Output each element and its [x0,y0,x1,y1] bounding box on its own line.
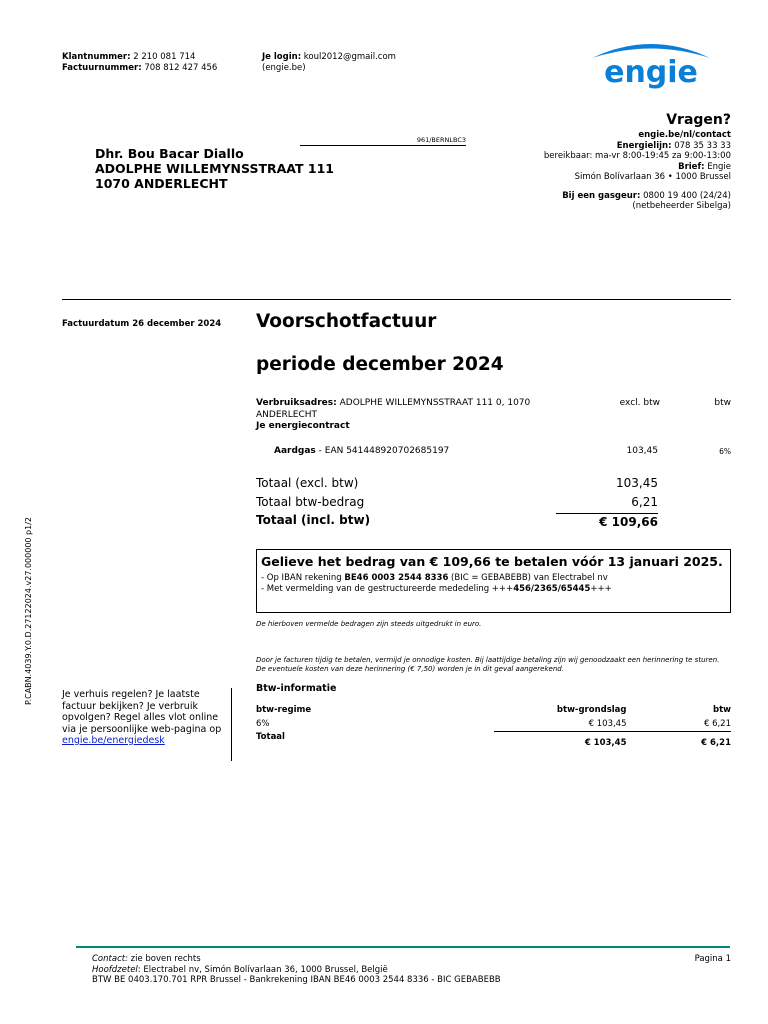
late-payment-note: Door je facturen tijdig te betalen, vermijd je onnodige kosten. Bij laattijdige betaling zijn wij genoodzaakt een herinnering te sturen. De eventuele kosten van deze herinnering (€ 7,50) worden je in dit geval aangerekend. [256,656,720,673]
invoice-date: Factuurdatum 26 december 2024 [62,319,222,329]
factuurnummer-label: Factuurnummer: [62,62,142,73]
btw-total-row [256,732,731,751]
login-site: (engie.be) [262,62,306,73]
btw-table [256,703,731,750]
col-header-btw: btw [714,398,731,408]
recipient-address [95,146,334,191]
btw-header-btw: btw [712,705,731,715]
footer-contact-value: zie boven rechts [127,954,201,964]
bereikbaar-hours: bereikbaar: ma-vr 8:00-19:45 za 9:00-13:00 [543,151,731,161]
total-divider [556,513,658,514]
payment-title: Gelieve het bedrag van € 109,66 te betalen vóór 13 januari 2025. [261,554,723,569]
item-btw-rate: 6% [719,447,731,456]
payment-box [256,549,731,613]
total-excl-label: Totaal (excl. btw) [256,476,359,490]
total-incl-value: € 109,66 [599,515,658,529]
table-row [256,717,731,732]
structured-reference: 456/2365/65445 [513,584,591,594]
footer-contact-label: Contact: [92,954,128,964]
payment-iban-line [261,573,608,583]
klantnummer-value: 2 210 081 714 [133,52,196,62]
footer [92,954,501,986]
total-excl-value: 103,45 [616,476,658,490]
recipient-street: ADOLPHE WILLEMYNSSTRAAT 111 [95,161,334,176]
contact-block [491,112,731,212]
btw-header-grondslag: btw-grondslag [556,705,627,715]
verbruiksadres-label: Verbruiksadres: [256,398,337,408]
energielijn-label: Energielijn: [616,140,672,151]
invoice-period: periode december 2024 [256,354,504,375]
total-btw-value: 6,21 [631,495,658,509]
energiedesk-link[interactable]: engie.be/energiedesk [62,735,165,746]
klantnummer-label: Klantnummer: [62,52,131,62]
gasgeur-value: 0800 19 400 (24/24) [643,190,731,201]
netbeheerder: (netbeheerder Sibelga) [632,201,731,211]
contact-url[interactable]: engie.be/nl/contact [638,130,731,140]
document-code: P.CABN.4039.Y.0.D.27122024.v27.000000 p1/2 [24,517,33,705]
btw-row-btw: € 6,21 [627,717,732,732]
login-value: koul2012@gmail.com [303,52,396,62]
col-header-excl-btw: excl. btw [619,398,660,408]
contact-title: Vragen? [666,112,731,128]
btw-header-regime: btw-regime [256,705,312,715]
btw-header-row [256,703,731,717]
footer-divider [76,946,730,948]
line-item-aardgas [274,446,449,456]
btw-info-title: Btw-informatie [256,683,337,694]
ref-suffix: +++ [590,584,612,594]
footer-hoofdzetel-label: Hoofdzetel [92,964,138,975]
brief-address: Simón Bolívarlaan 36 • 1000 Brussel [574,172,731,182]
mail-ref-code: 961/BERNLBC3 [300,136,466,146]
brief-label: Brief: [678,161,705,172]
btw-total-btw: € 6,21 [701,738,731,748]
iban-number: BE46 0003 2544 8336 [344,573,449,583]
item-amount: 103,45 [626,446,658,456]
item-ean: - EAN 541448920702685197 [315,446,450,456]
ref-prefix: - Met vermelding van de gestructureerde mededeling +++ [261,584,514,594]
recipient-city: 1070 ANDERLECHT [95,176,228,191]
item-label: Aardgas [274,446,316,456]
contract-label: Je energiecontract [256,421,350,431]
self-service-promo [62,689,222,747]
logo-text: engie [604,55,698,90]
payment-reference-line [261,584,612,594]
engie-logo [570,36,732,90]
login-label: Je login: [262,52,302,62]
section-divider [62,299,731,300]
btw-total-grondslag: € 103,45 [584,738,627,748]
recipient-name: Dhr. Bou Bacar Diallo [95,146,244,161]
page-number: Pagina 1 [694,954,731,964]
promo-text: Je verhuis regelen? Je laatste factuur bekijken? Je verbruik opvolgen? Regel alles vlot online via je persoonlijke web-pagina op [62,689,222,735]
gasgeur-label: Bij een gasgeur: [562,190,641,201]
btw-total-label: Totaal [256,731,285,742]
footer-hoofdzetel-value: : Electrabel nv, Simón Bolívarlaan 36, 1000 Brussel, België [137,964,388,975]
customer-info [62,52,252,73]
iban-suffix: (BIC = GEBABEBB) van Electrabel nv [448,573,608,583]
energielijn-value: 078 35 33 33 [674,140,731,151]
invoice-title: Voorschotfactuur [256,311,437,332]
total-incl-label: Totaal (incl. btw) [256,513,371,527]
euro-note: De hierboven vermelde bedragen zijn steeds uitgedrukt in euro. [256,620,482,628]
footer-btw-line: BTW BE 0403.170.701 RPR Brussel - Bankrekening IBAN BE46 0003 2544 8336 - BIC GEBABEBB [92,975,501,985]
verbruiksadres-value: ADOLPHE WILLEMYNSSTRAAT 111 0, 1070 ANDERLECHT [256,398,531,420]
consumption-address [256,398,556,433]
total-btw-label: Totaal btw-bedrag [256,495,365,509]
login-info [262,52,462,73]
btw-row-regime: 6% [256,719,270,730]
factuurnummer-value: 708 812 427 456 [144,62,218,73]
promo-divider [231,688,232,761]
btw-row-grondslag: € 103,45 [494,717,627,732]
brief-value: Engie [707,161,731,172]
iban-prefix: - Op IBAN rekening [261,573,345,583]
